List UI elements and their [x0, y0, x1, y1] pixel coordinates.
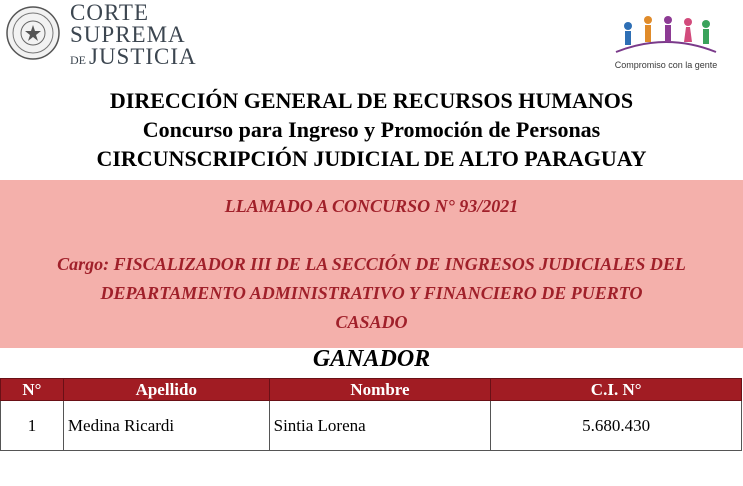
cell-apellido: Medina Ricardi [63, 401, 269, 451]
table-header-row [1, 379, 742, 401]
table-row [1, 401, 742, 451]
court-name-line3-wrap [70, 46, 200, 71]
cell-nombre: Sintia Lorena [269, 401, 491, 451]
column-header-number: N° [1, 379, 64, 401]
cargo-line2: DEPARTAMENTO ADMINISTRATIVO Y FINANCIERO DE PUERTO [100, 283, 643, 303]
court-seal-icon [6, 6, 60, 60]
cargo-line1: Cargo: FISCALIZADOR III DE LA SECCIÓN DE INGRESOS JUDICIALES DEL [57, 254, 686, 274]
slogan-text: Compromiso con la gente [614, 60, 718, 70]
court-name-line2: SUPREMA [70, 22, 186, 47]
heading-line2: Concurso para Ingreso y Promoción de Personas [142, 117, 601, 142]
heading-line3: CIRCUNSCRIPCIÓN JUDICIAL DE ALTO PARAGUAY [96, 146, 647, 171]
cargo-line3: CASADO [335, 312, 408, 332]
winner-title: GANADOR [312, 346, 431, 372]
column-header-nombre: Nombre [269, 379, 491, 401]
cell-number: 1 [1, 401, 64, 451]
cell-ci: 5.680.430 [491, 401, 742, 451]
heading-block [0, 86, 743, 173]
column-header-apellido: Apellido [63, 379, 269, 401]
cargo-description [0, 250, 743, 337]
call-title: LLAMADO A CONCURSO N° 93/2021 [224, 196, 519, 216]
court-name-line3: JUSTICIA [89, 44, 197, 69]
winner-table [0, 378, 742, 451]
column-header-ci: C.I. N° [491, 379, 742, 401]
court-name-logo [70, 2, 200, 71]
heading-line1: DIRECCIÓN GENERAL DE RECURSOS HUMANOS [109, 88, 634, 113]
court-name-line1: CORTE [70, 0, 150, 25]
court-name-prefix: DE [70, 53, 86, 67]
